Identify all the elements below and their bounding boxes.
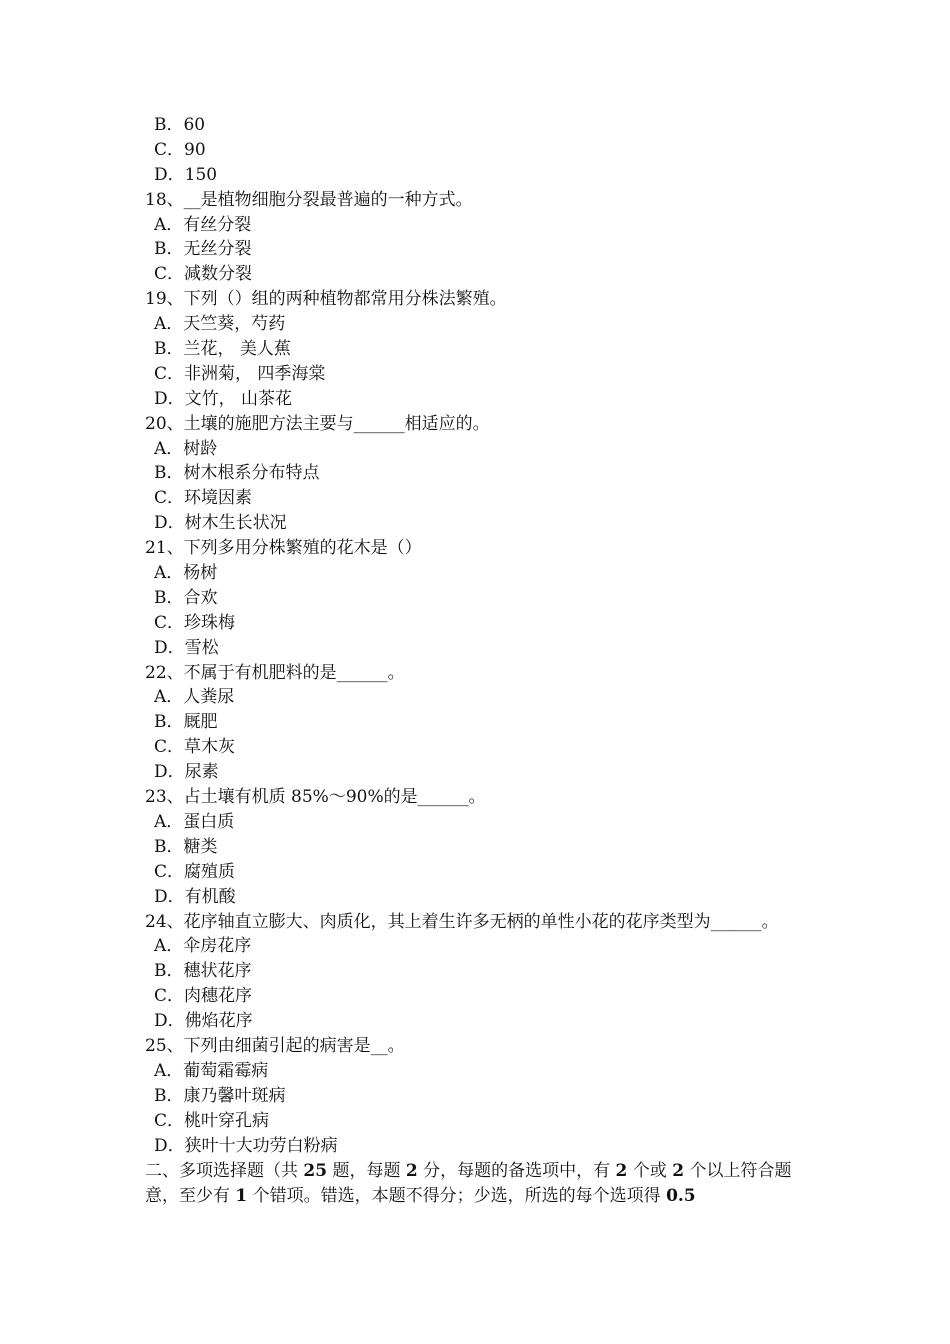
answer-option: C．90 <box>154 139 206 160</box>
partial-score: 0.5 <box>666 1185 696 1206</box>
answer-option: C．草木灰 <box>154 737 236 758</box>
answer-option: A．杨树 <box>154 563 218 584</box>
section-text: 二、多项选择题（共 <box>145 1161 304 1181</box>
question-stem: 18、__是植物细胞分裂最普遍的一种方式。 <box>145 189 473 210</box>
section-text: 个以上符合题意，至少有 <box>145 1161 792 1206</box>
answer-option: A．伞房花序 <box>154 936 252 957</box>
answer-option: B．无丝分裂 <box>154 239 252 260</box>
answer-option: A．葡萄霜霉病 <box>154 1060 269 1081</box>
answer-option: D．文竹， 山茶花 <box>154 388 293 409</box>
answer-option: B．穗状花序 <box>154 961 252 982</box>
option-count-b: 2 <box>672 1161 685 1181</box>
question-list <box>145 113 815 1158</box>
answer-option: C．珍珠梅 <box>154 612 236 633</box>
answer-option: C．腐殖质 <box>154 861 236 882</box>
answer-option: A．树龄 <box>154 438 218 459</box>
answer-option: B．兰花， 美人蕉 <box>154 339 291 360</box>
answer-option: B．康乃馨叶斑病 <box>154 1085 286 1106</box>
question-stem: 23、占土壤有机质 85%～90%的是______。 <box>145 787 486 808</box>
answer-option: A．蛋白质 <box>154 811 235 832</box>
question-stem: 24、花序轴直立膨大、肉质化，其上着生许多无柄的单性小花的花序类型为______。 <box>145 911 779 932</box>
question-count: 25 <box>303 1161 328 1181</box>
question-stem: 21、下列多用分株繁殖的花木是（） <box>145 538 422 559</box>
answer-option: C．减数分裂 <box>154 264 253 285</box>
answer-option: B．糖类 <box>154 836 218 857</box>
section-text: 分，每题的备选项中，有 <box>417 1161 616 1181</box>
answer-option: B．树木根系分布特点 <box>154 463 320 484</box>
question-stem: 22、不属于有机肥料的是______。 <box>145 662 405 683</box>
section-text: 个或 <box>627 1161 673 1181</box>
answer-option: D．雪松 <box>154 637 219 658</box>
answer-option: D．佛焰花序 <box>154 1011 253 1032</box>
answer-option: A．天竺葵，芍药 <box>154 314 286 335</box>
section-heading <box>145 1159 807 1209</box>
answer-option: B．合欢 <box>154 587 218 608</box>
answer-option: A．人粪尿 <box>154 687 235 708</box>
answer-option: C．桃叶穿孔病 <box>154 1110 270 1131</box>
option-count-a: 2 <box>615 1161 628 1181</box>
points-per-question: 2 <box>405 1161 418 1181</box>
answer-option: D．尿素 <box>154 762 219 783</box>
answer-option: B．60 <box>154 115 206 135</box>
section-text: 个错项。错选，本题不得分；少选，所选的每个选项得 <box>247 1185 667 1206</box>
question-stem: 19、下列（）组的两种植物都常用分株法繁殖。 <box>145 289 507 310</box>
answer-option: D．有机酸 <box>154 886 236 907</box>
section-text: 题，每题 <box>327 1161 406 1181</box>
answer-option: B．厩肥 <box>154 712 218 733</box>
question-stem: 25、下列由细菌引起的病害是__。 <box>145 1035 405 1056</box>
answer-option: C．环境因素 <box>154 488 253 509</box>
multiple-choice-instructions <box>145 1159 807 1209</box>
answer-option: D．树木生长状况 <box>154 513 287 534</box>
wrong-option-count: 1 <box>235 1185 248 1206</box>
question-stem: 20、土壤的施肥方法主要与______相适应的。 <box>145 413 490 434</box>
answer-option: D．狭叶十大功劳白粉病 <box>154 1135 338 1156</box>
answer-option: C．肉穗花序 <box>154 986 253 1007</box>
answer-option: C．非洲菊， 四季海棠 <box>154 363 326 384</box>
answer-option: A．有丝分裂 <box>154 214 252 235</box>
answer-option: D．150 <box>154 164 218 185</box>
